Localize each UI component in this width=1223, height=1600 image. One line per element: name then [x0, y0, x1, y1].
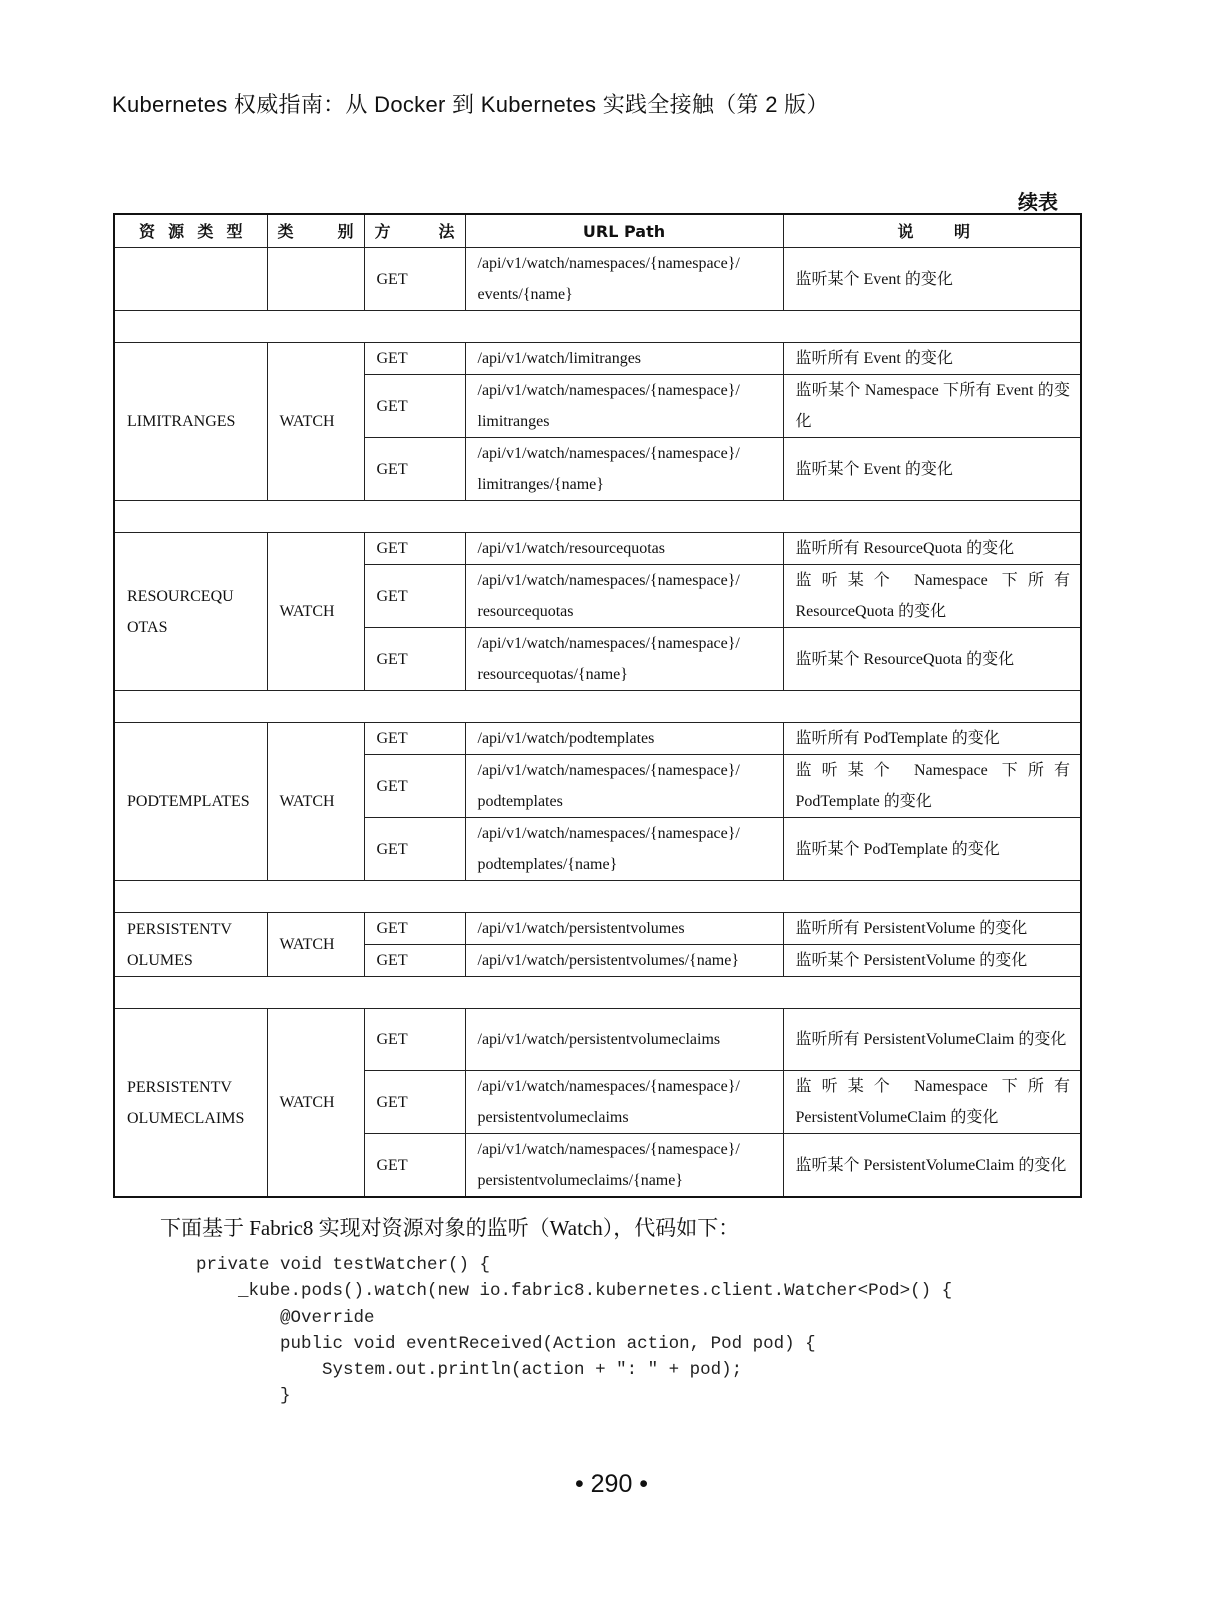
method-cell: GET: [364, 818, 465, 881]
url-path-cell: /api/v1/watch/podtemplates: [465, 723, 783, 755]
resource-type-cell: [114, 248, 267, 311]
url-path-cell: /api/v1/watch/namespaces/{namespace}/ persistentvolumeclaims/{name}: [465, 1134, 783, 1198]
code-line: private void testWatcher() {: [196, 1255, 491, 1275]
group-separator-row: [114, 311, 1081, 343]
separator-cell: [114, 977, 1081, 1009]
category-cell: [267, 248, 364, 311]
table-body: [114, 248, 1081, 1198]
description-cell: 监听某个 Event 的变化: [783, 248, 1081, 311]
description-cell: 监听某个 ResourceQuota 的变化: [783, 628, 1081, 691]
code-line: _kube.pods().watch(new io.fabric8.kubernetes.client.Watcher<Pod>() {: [196, 1281, 953, 1302]
col-header-method: 方 法: [364, 214, 465, 248]
group-separator-row: [114, 977, 1081, 1009]
method-cell: GET: [364, 248, 465, 311]
table-row: [114, 723, 1081, 755]
method-cell: GET: [364, 755, 465, 818]
method-cell: GET: [364, 343, 465, 375]
method-cell: GET: [364, 375, 465, 438]
method-cell: GET: [364, 1009, 465, 1071]
table-row: [114, 343, 1081, 375]
description-cell: 监听所有 PersistentVolumeClaim 的变化: [783, 1009, 1081, 1071]
url-path-cell: /api/v1/watch/namespaces/{namespace}/ persistentvolumeclaims: [465, 1071, 783, 1134]
url-path-cell: /api/v1/watch/namespaces/{namespace}/ resourcequotas: [465, 565, 783, 628]
resource-type-cell: LIMITRANGES: [114, 343, 267, 501]
url-path-cell: /api/v1/watch/persistentvolumeclaims: [465, 1009, 783, 1071]
method-cell: GET: [364, 723, 465, 755]
method-cell: GET: [364, 628, 465, 691]
url-path-cell: /api/v1/watch/resourcequotas: [465, 533, 783, 565]
resource-type-cell: PERSISTENTV OLUMECLAIMS: [114, 1009, 267, 1198]
category-cell: WATCH: [267, 343, 364, 501]
continued-label: 续表: [1018, 190, 1058, 214]
category-cell: WATCH: [267, 723, 364, 881]
separator-cell: [114, 311, 1081, 343]
resource-type-cell: PERSISTENTV OLUMES: [114, 913, 267, 977]
description-cell: 监听某个 Namespace 下所有 PersistentVolumeClaim 的变化: [783, 1071, 1081, 1134]
separator-cell: [114, 501, 1081, 533]
description-cell: 监听某个 Namespace 下所有 ResourceQuota 的变化: [783, 565, 1081, 628]
code-line: @Override: [196, 1307, 375, 1328]
group-separator-row: [114, 691, 1081, 723]
url-path-cell: /api/v1/watch/namespaces/{namespace}/ limitranges/{name}: [465, 438, 783, 501]
table-row: [114, 1009, 1081, 1071]
description-cell: 监听所有 ResourceQuota 的变化: [783, 533, 1081, 565]
code-block: [196, 1252, 952, 1410]
col-header-description: 说 明: [783, 214, 1081, 248]
description-cell: 监听所有 PersistentVolume 的变化: [783, 913, 1081, 945]
col-header-url-path: URL Path: [465, 214, 783, 248]
url-path-cell: /api/v1/watch/persistentvolumes: [465, 913, 783, 945]
table-row: [114, 913, 1081, 945]
description-cell: 监听所有 PodTemplate 的变化: [783, 723, 1081, 755]
url-path-cell: /api/v1/watch/namespaces/{namespace}/ podtemplates: [465, 755, 783, 818]
description-cell: 监听某个 Namespace 下所有 Event 的变化: [783, 375, 1081, 438]
url-path-cell: /api/v1/watch/namespaces/{namespace}/ podtemplates/{name}: [465, 818, 783, 881]
method-cell: GET: [364, 1071, 465, 1134]
intro-paragraph: 下面基于 Fabric8 实现对资源对象的监听（Watch），代码如下：: [160, 1216, 740, 1240]
url-path-cell: /api/v1/watch/persistentvolumes/{name}: [465, 945, 783, 977]
url-path-cell: /api/v1/watch/namespaces/{namespace}/ limitranges: [465, 375, 783, 438]
description-cell: 监听某个 Event 的变化: [783, 438, 1081, 501]
description-cell: 监听某个 PodTemplate 的变化: [783, 818, 1081, 881]
category-cell: WATCH: [267, 533, 364, 691]
method-cell: GET: [364, 1134, 465, 1198]
col-header-resource-type: 资 源 类 型: [114, 214, 267, 248]
method-cell: GET: [364, 913, 465, 945]
resource-type-cell: RESOURCEQU OTAS: [114, 533, 267, 691]
col-header-category: 类 别: [267, 214, 364, 248]
method-cell: GET: [364, 438, 465, 501]
url-path-cell: /api/v1/watch/namespaces/{namespace}/ events/{name}: [465, 248, 783, 311]
group-separator-row: [114, 501, 1081, 533]
description-cell: 监听某个 PersistentVolumeClaim 的变化: [783, 1134, 1081, 1198]
description-cell: 监听某个 PersistentVolume 的变化: [783, 945, 1081, 977]
page-number: • 290 •: [574, 1470, 649, 1498]
url-path-cell: /api/v1/watch/namespaces/{namespace}/ resourcequotas/{name}: [465, 628, 783, 691]
method-cell: GET: [364, 945, 465, 977]
separator-cell: [114, 881, 1081, 913]
method-cell: GET: [364, 565, 465, 628]
description-cell: 监听所有 Event 的变化: [783, 343, 1081, 375]
category-cell: WATCH: [267, 913, 364, 977]
description-cell: 监听某个 Namespace 下所有 PodTemplate 的变化: [783, 755, 1081, 818]
table-row: [114, 248, 1081, 311]
separator-cell: [114, 691, 1081, 723]
code-line: System.out.println(action + ": " + pod);: [196, 1360, 743, 1381]
running-header: Kubernetes 权威指南：从 Docker 到 Kubernetes 实践全接触（第 2 版）: [112, 92, 829, 117]
group-separator-row: [114, 881, 1081, 913]
table-header-row: [114, 214, 1081, 248]
method-cell: GET: [364, 533, 465, 565]
category-cell: WATCH: [267, 1009, 364, 1198]
resource-type-cell: PODTEMPLATES: [114, 723, 267, 881]
url-path-cell: /api/v1/watch/limitranges: [465, 343, 783, 375]
code-line: }: [196, 1386, 291, 1407]
table-row: [114, 533, 1081, 565]
watch-api-table: [113, 213, 1082, 1198]
code-line: public void eventReceived(Action action, Pod pod) {: [196, 1333, 816, 1354]
